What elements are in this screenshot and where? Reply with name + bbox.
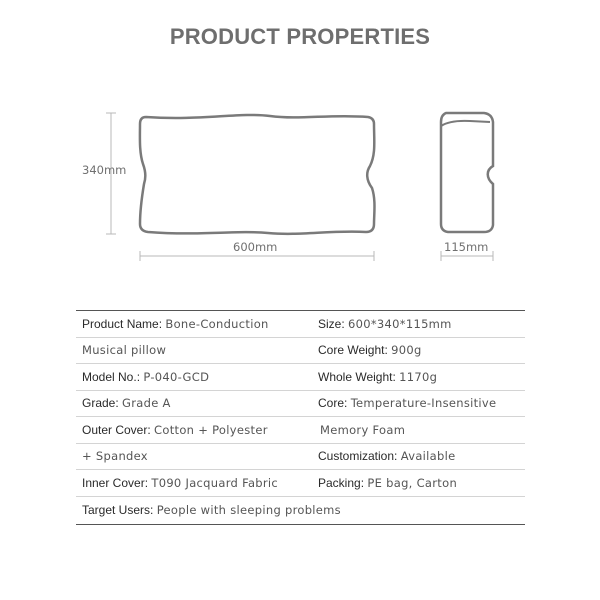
spec-value: 1170g xyxy=(399,369,438,384)
table-row xyxy=(76,364,525,391)
table-row xyxy=(76,444,525,471)
specs-table xyxy=(76,310,525,525)
spec-value: People with sleeping problems xyxy=(156,503,341,517)
spec-value: Musical pillow xyxy=(82,343,167,358)
spec-value: Grade A xyxy=(122,396,171,411)
spec-label: Core Weight: xyxy=(318,343,388,358)
spec-label: Grade: xyxy=(82,396,119,411)
depth-label: 115mm xyxy=(444,240,489,254)
spec-value: PE bag, Carton xyxy=(367,475,458,490)
spec-value: + Spandex xyxy=(82,449,148,464)
spec-value: Available xyxy=(400,449,456,464)
spec-value: Temperature-Insensitive xyxy=(350,396,497,411)
width-label: 600mm xyxy=(233,240,278,254)
spec-label: Core: xyxy=(318,396,348,411)
spec-value: Bone-Conduction xyxy=(165,316,269,331)
spec-label: Target Users: xyxy=(82,503,154,517)
spec-value: 600*340*115mm xyxy=(348,316,452,331)
spec-value: T090 Jacquard Fabric xyxy=(151,475,279,490)
table-row xyxy=(76,470,525,497)
spec-label: Outer Cover: xyxy=(82,422,151,437)
spec-value: Memory Foam xyxy=(320,422,406,437)
spec-value: P-040-GCD xyxy=(143,369,210,384)
table-row xyxy=(76,417,525,444)
height-label: 340mm xyxy=(82,163,127,177)
page-title: PRODUCT PROPERTIES xyxy=(169,24,431,49)
table-row xyxy=(76,391,525,418)
spec-label: Product Name: xyxy=(82,316,163,331)
spec-label: Size: xyxy=(318,316,345,331)
table-row xyxy=(76,497,525,524)
spec-label: Whole Weight: xyxy=(318,369,396,384)
spec-value: 900g xyxy=(391,343,422,358)
pillow-side-view xyxy=(441,113,493,232)
spec-label: Customization: xyxy=(318,449,398,464)
spec-label: Inner Cover: xyxy=(82,475,149,490)
table-row xyxy=(76,311,525,338)
spec-label: Model No.: xyxy=(82,369,141,384)
table-row xyxy=(76,338,525,365)
spec-value: Cotton + Polyester xyxy=(154,422,268,437)
pillow-front-view xyxy=(140,115,375,234)
spec-label: Packing: xyxy=(318,475,365,490)
